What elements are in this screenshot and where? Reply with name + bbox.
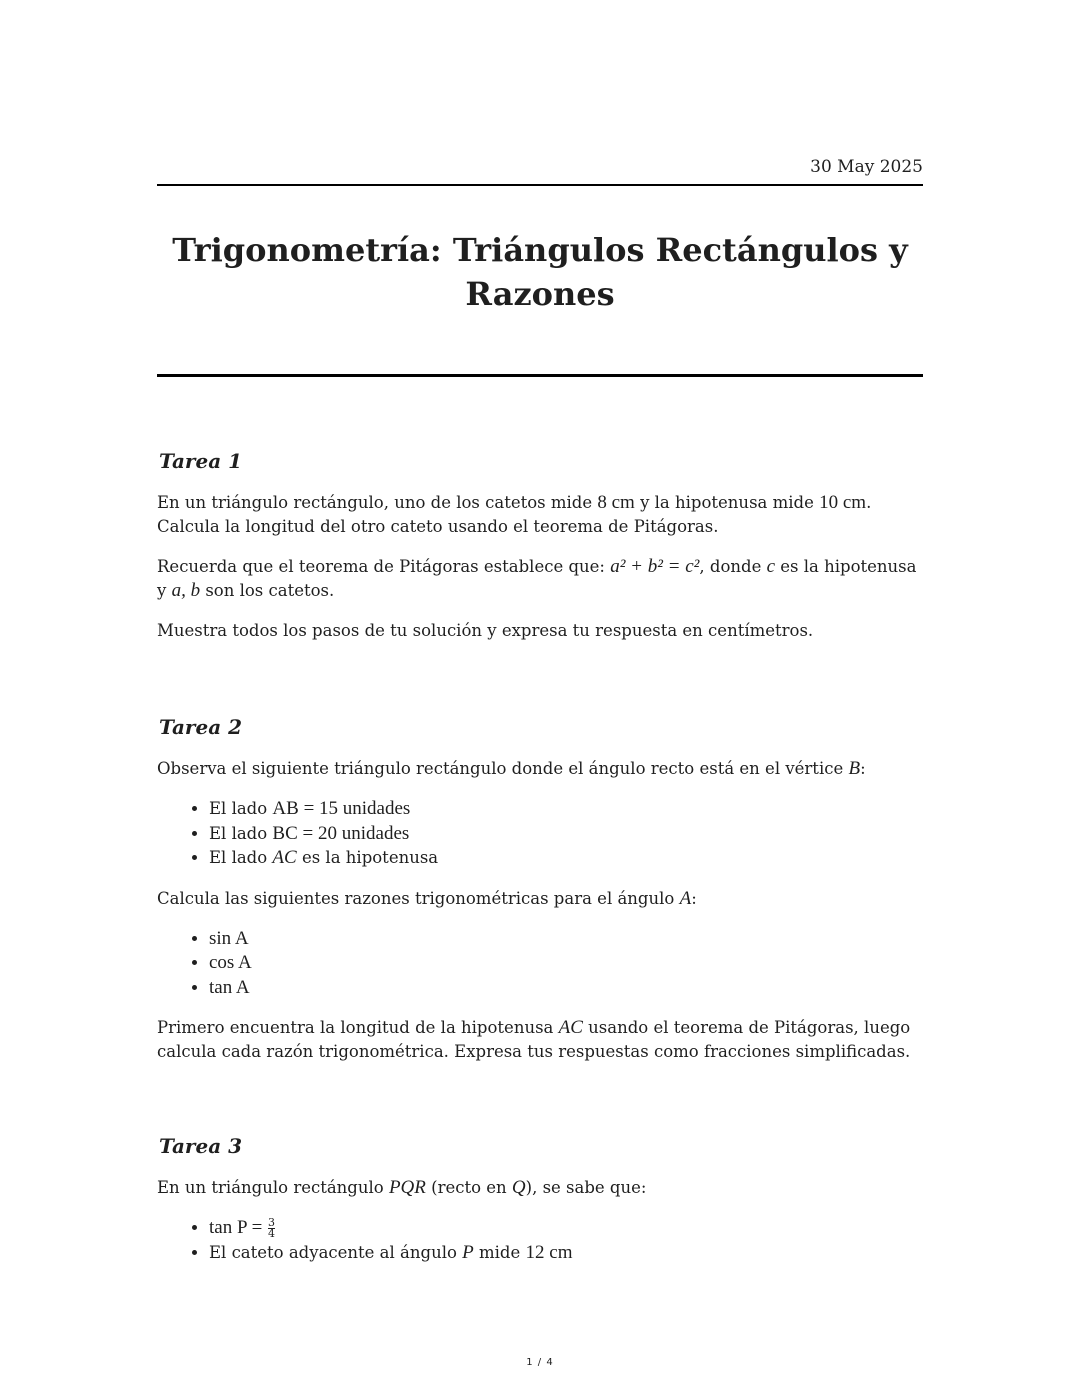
list-item: • cos A [209, 951, 927, 976]
task-3 [157, 1132, 927, 1281]
header-date: 30 May 2025 [810, 157, 923, 177]
task-2-intro: Observa el siguiente triángulo rectángulo donde el ángulo recto está en el vértice B: [157, 758, 866, 779]
task-1-paragraph-2: Recuerda que el teorema de Pitágoras establece que: a² + b² = c², donde c es la hipotenusa y a, b son los catetos. [157, 556, 917, 601]
title-rule [157, 374, 923, 377]
task-1-paragraph-3: Muestra todos los pasos de tu solución y expresa tu respuesta en centímetros. [157, 621, 814, 640]
list-item: • El lado BC = 20 unidades [209, 822, 927, 847]
list-item: • El lado AB = 15 unidades [209, 797, 927, 822]
title-line-2: Razones [465, 275, 615, 313]
task-2-sides-list [157, 797, 927, 871]
task-3-intro: En un triángulo rectángulo PQR (recto en Q), se sabe que: [157, 1177, 647, 1198]
task-2-question: Calcula las siguientes razones trigonométricas para el ángulo A: [157, 887, 697, 909]
task-1 [157, 447, 927, 659]
page-number: 1 / 4 [526, 1357, 554, 1368]
task-1-heading: Tarea 1 [159, 449, 243, 473]
task-2 [157, 713, 927, 1080]
fraction: $\frac{3}{4}$ [268, 1216, 276, 1240]
header-rule [157, 184, 923, 186]
task-1-paragraph-1: En un triángulo rectángulo, uno de los catetos mide 8 cm y la hipotenusa mide 10 cm. Calcula la longitud del otro cateto usando el teorema de Pitágoras. [157, 492, 872, 536]
list-item: • El lado AC es la hipotenusa [209, 846, 927, 871]
list-item: • tan P = $\frac{3}{4}$ [209, 1216, 927, 1241]
list-item: • sin A [209, 927, 927, 952]
task-3-heading: Tarea 3 [159, 1134, 243, 1158]
page-title [157, 228, 923, 316]
task-2-ratios-list [157, 927, 927, 1001]
title-line-1: Trigonometría: Triángulos Rectángulos y [172, 231, 908, 269]
task-2-instructions: Primero encuentra la longitud de la hipotenusa AC usando el teorema de Pitágoras, luego calcula cada razón trigonométrica. Expresa tus respuestas como fracciones simplificadas. [157, 1017, 911, 1061]
task-2-heading: Tarea 2 [159, 715, 243, 739]
task-3-given-list [157, 1216, 927, 1265]
list-item: • El cateto adyacente al ángulo P mide 12 cm [209, 1241, 927, 1266]
list-item: • tan A [209, 976, 927, 1001]
